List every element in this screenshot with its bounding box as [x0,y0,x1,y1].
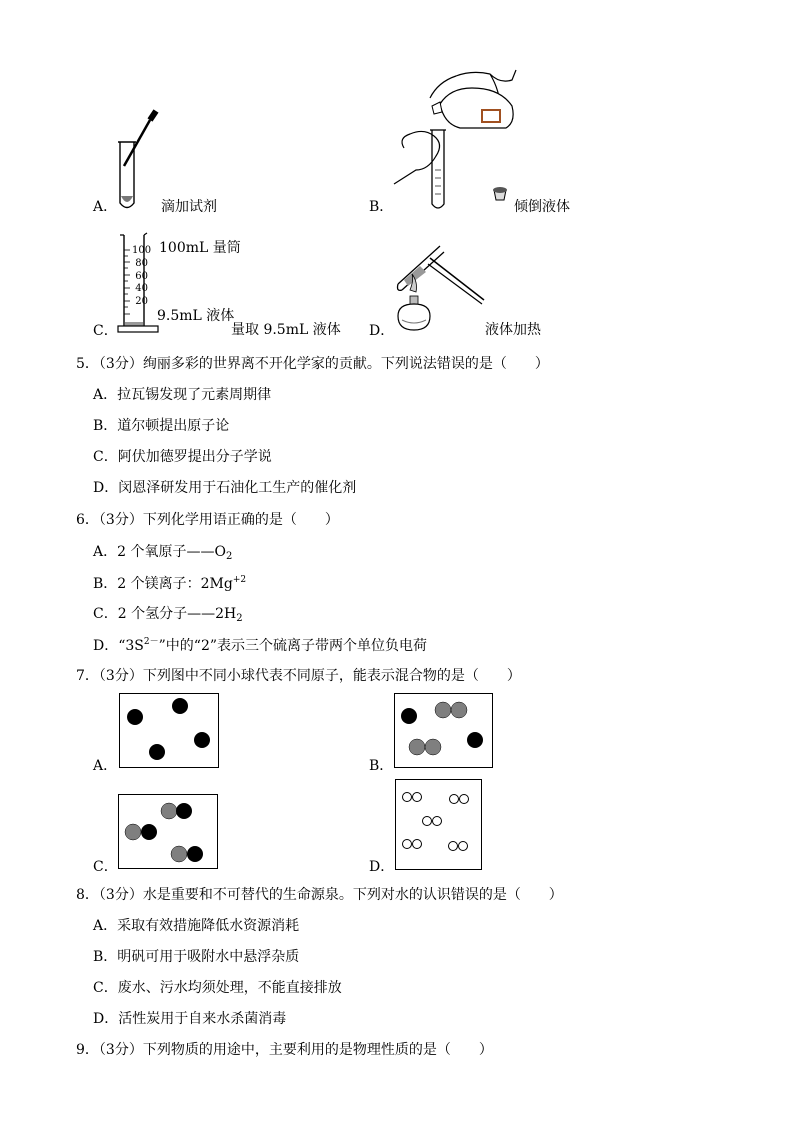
atom [403,793,412,802]
q6-a-text: A．2 个氧原子——O [93,544,226,560]
atom [161,803,177,819]
atom [409,739,425,755]
atom [194,732,210,748]
option-b-caption: 倾倒液体 [514,199,570,215]
q8-stem: 8．（3分）水是重要和不可替代的生命源泉。下列对水的认识错误的是（ ） [76,887,563,903]
atom [413,840,422,849]
q5-option-d: D．闵恩泽研发用于石油化工生产的催化剂 [93,480,357,496]
q7-label-c: C． [93,859,118,875]
atom [435,702,451,718]
q8-option-c: C．废水、污水均须处理，不能直接排放 [93,980,342,996]
option-d-letter: D． [369,323,395,339]
q6-d-pre: D．“3S [93,638,144,654]
q6-option-d [93,638,427,653]
q7-box-b [394,693,494,769]
atom [141,824,157,840]
atom [413,793,422,802]
q6-c-text: C．2 个氢分子——2H [93,606,237,622]
q7-label-a: A． [93,758,118,774]
atom [176,803,192,819]
option-c-caption: 量取 9.5mL 液体 [231,322,341,338]
pouring-figure [390,66,525,214]
q5-option-a: A．拉瓦锡发现了元素周期律 [93,387,272,403]
q9-stem: 9．（3分）下列物质的用途中，主要利用的是物理性质的是（ ） [76,1042,493,1058]
q6-option-c [93,607,243,624]
atom [171,846,187,862]
dropper-figure [110,108,170,213]
q7-stem: 7．（3分）下列图中不同小球代表不同原子，能表示混合物的是（ ） [76,668,521,684]
q7-box-c [118,794,219,870]
q6-d-sup: 2－ [143,637,159,647]
q6-d-post: ”中的“2”表示三个硫离子带两个单位负电荷 [158,638,428,654]
atom [403,840,412,849]
atom [187,846,203,862]
q5-option-c: C．阿伏加德罗提出分子学说 [93,449,272,465]
atom [127,709,143,725]
scale-80: 80 [135,257,148,269]
atom [449,842,458,851]
q7-label-d: D． [369,859,395,875]
q6-c-sub: 2 [236,613,243,624]
atom [172,698,188,714]
cylinder-scale [132,245,152,309]
option-b-letter: B． [369,199,394,215]
option-c-letter: C． [93,323,118,339]
q6-b-sup: +2 [232,575,247,585]
q6-option-a [93,545,232,562]
q8-option-b: B．明矾可用于吸附水中悬浮杂质 [93,949,300,965]
heating-figure [392,240,488,338]
cylinder-label: 100mL 量筒 [159,240,241,256]
q7-label-b: B． [369,758,394,774]
option-a-letter: A． [93,199,118,215]
scale-60: 60 [135,270,148,282]
atom [401,708,417,724]
atom [149,744,165,760]
q5-option-b: B．道尔顿提出原子论 [93,418,230,434]
q6-option-b [93,576,246,591]
atom [467,732,483,748]
q5-stem: 5．（3分）绚丽多彩的世界离不开化学家的贡献。下列说法错误的是（ ） [76,356,549,372]
atom [460,795,469,804]
scale-40: 40 [135,283,148,295]
atom [125,824,141,840]
q8-option-d: D．活性炭用于自来水杀菌消毒 [93,1011,287,1027]
q7-box-a [119,693,220,769]
atom [433,817,442,826]
scale-20: 20 [135,296,148,308]
option-d-caption: 液体加热 [485,322,541,338]
atom [459,842,468,851]
atom [451,702,467,718]
atom [450,795,459,804]
q6-a-sub: 2 [225,551,233,562]
q6-b-text: B．2 个镁离子：2Mg [93,576,233,592]
scale-100: 100 [132,245,152,256]
cylinder-level-label: 9.5mL 液体 [157,308,235,324]
option-a-caption: 滴加试剂 [161,199,217,215]
atom [423,817,432,826]
atom [425,739,441,755]
q8-option-a: A．采取有效措施降低水资源消耗 [93,918,300,934]
q6-stem: 6．（3分）下列化学用语正确的是（ ） [76,512,339,528]
q7-box-d [395,779,483,871]
